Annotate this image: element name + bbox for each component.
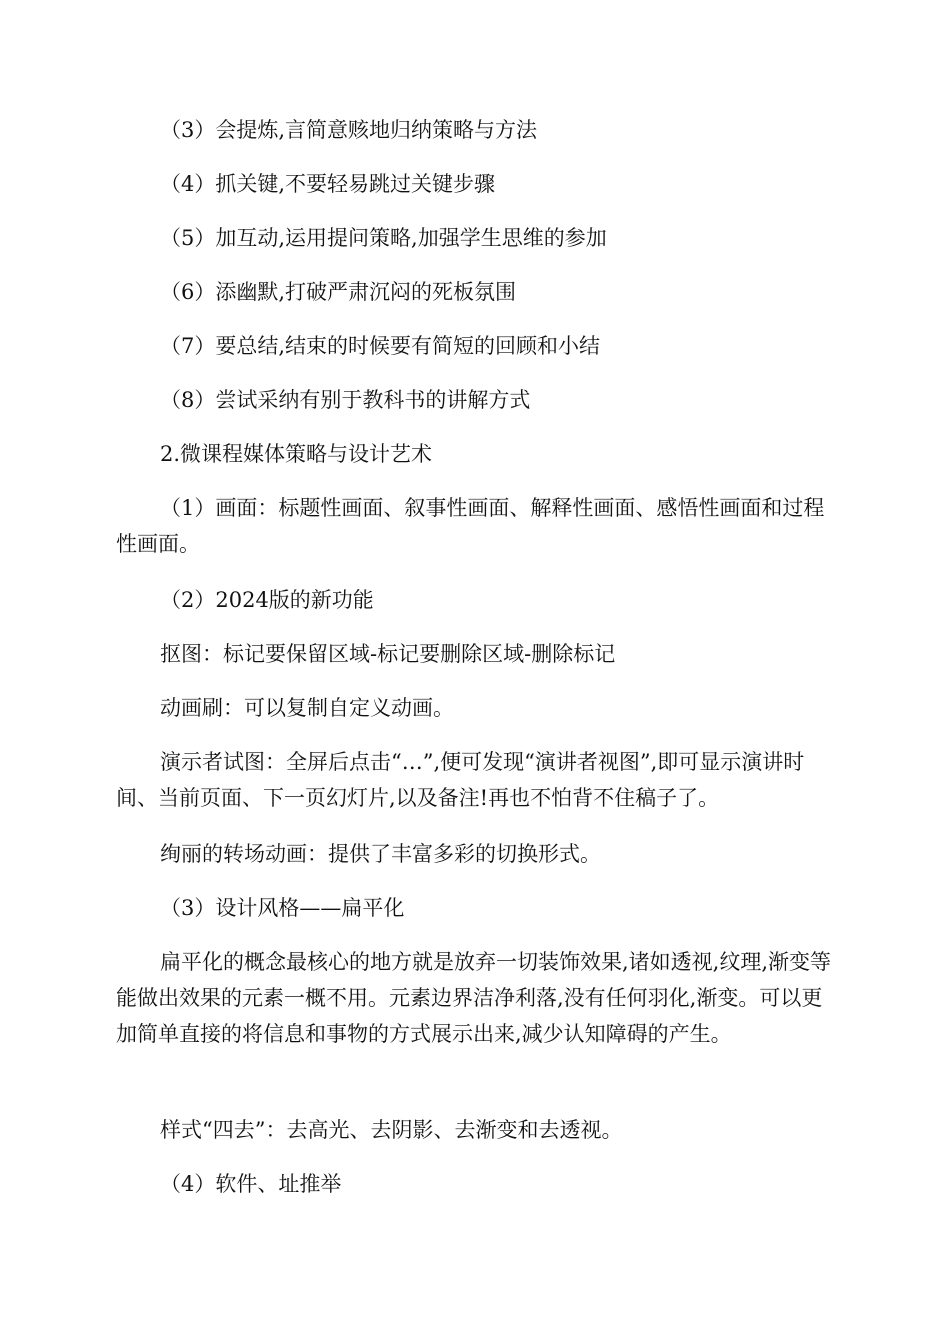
list-item-4: （4）抓关键,不要轻易跳过关键步骤 xyxy=(160,172,496,196)
list-item-6: （6）添幽默,打破严肃沉闷的死板氛围 xyxy=(160,280,517,304)
paragraph-design-style: （3）设计风格——扁平化 xyxy=(160,896,405,920)
section-heading: 2.微课程媒体策略与设计艺术 xyxy=(160,442,433,466)
paragraph-new-features: （2）2024版的新功能 xyxy=(160,588,374,612)
list-item-8: （8）尝试采纳有别于教科书的讲解方式 xyxy=(160,388,531,412)
paragraph-presenter-view: 演示者试图：全屏后点击“…”,便可发现“演讲者视图”,即可显示演讲时间、当前页面、下一页幻灯片,以及备注!再也不怕背不住稿子了。 xyxy=(116,750,805,810)
paragraph-flat-design: 扁平化的概念最核心的地方就是放弃一切装饰效果,诸如透视,纹理,渐变等能做出效果的元素一概不用。元素边界洁净利落,没有任何羽化,渐变。可以更加简单直接的将信息和事物的方式展示出来,减少认知障碍的产生。 xyxy=(116,950,832,1046)
list-item-5: （5）加互动,运用提问策略,加强学生思维的参加 xyxy=(160,226,607,250)
list-item-7: （7）要总结,结束的时候要有简短的回顾和小结 xyxy=(160,334,601,358)
list-item-3: （3）会提炼,言简意赅地归纳策略与方法 xyxy=(160,118,538,142)
paragraph-software: （4）软件、址推举 xyxy=(160,1172,342,1196)
paragraph-transitions: 绚丽的转场动画：提供了丰富多彩的切换形式。 xyxy=(160,842,601,866)
paragraph-four-removals: 样式“四去”：去高光、去阴影、去渐变和去透视。 xyxy=(160,1118,623,1142)
paragraph-screens: （1）画面：标题性画面、叙事性画面、解释性画面、感悟性画面和过程性画面。 xyxy=(116,496,825,556)
paragraph-cutout: 抠图：标记要保留区域-标记要删除区域-删除标记 xyxy=(160,642,616,666)
paragraph-animation-brush: 动画刷：可以复制自定义动画。 xyxy=(160,696,454,720)
